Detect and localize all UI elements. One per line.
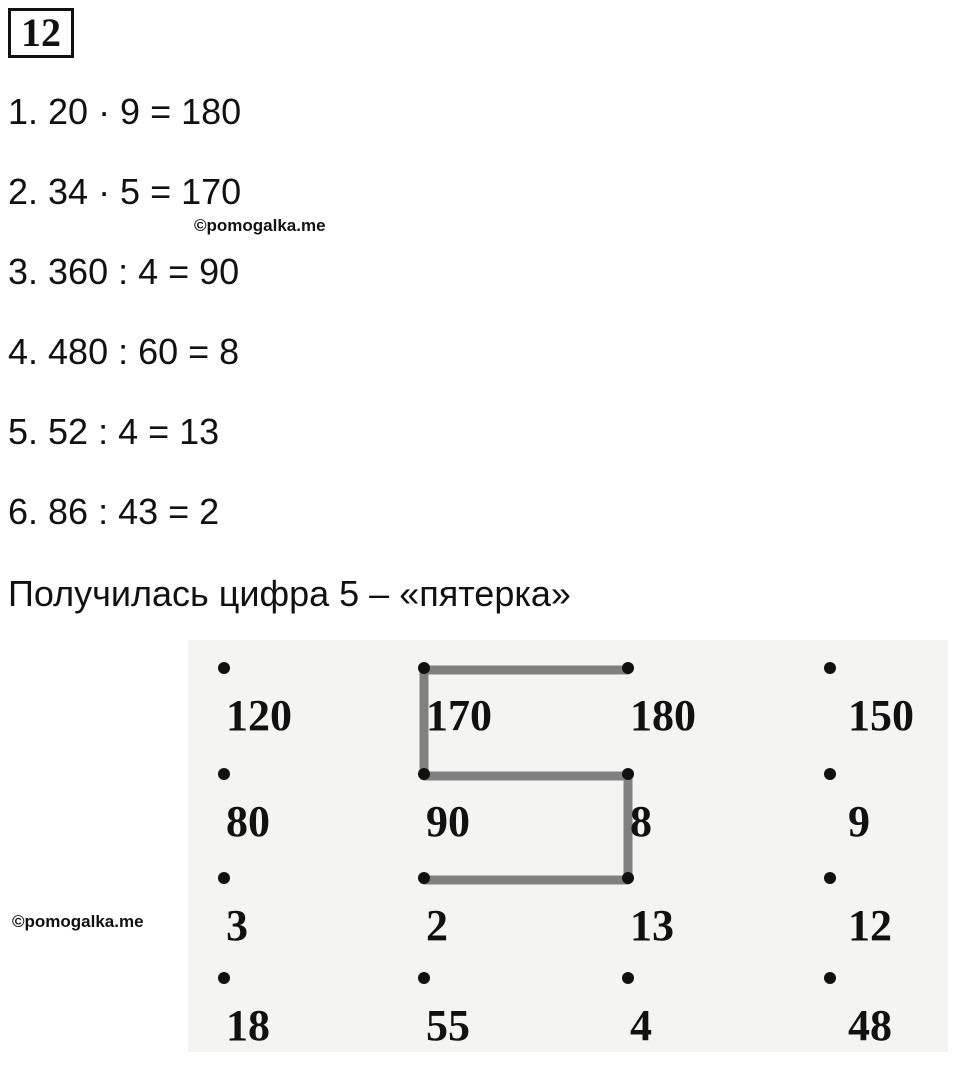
grid-number: 180 xyxy=(630,691,696,740)
grid-dot xyxy=(622,768,634,780)
grid-dot xyxy=(418,662,430,674)
grid-number: 150 xyxy=(848,691,914,740)
step-5: 5. 52 : 4 = 13 xyxy=(8,411,220,452)
grid-dot xyxy=(622,972,634,984)
dot-grid-figure xyxy=(188,640,948,1052)
grid-number: 12 xyxy=(848,901,892,950)
grid-number: 4 xyxy=(630,1001,652,1050)
grid-dot xyxy=(622,662,634,674)
grid-number: 80 xyxy=(226,797,270,846)
grid-number: 170 xyxy=(426,691,492,740)
step-3: 3. 360 : 4 = 90 xyxy=(8,251,240,292)
grid-dot xyxy=(824,972,836,984)
grid-number: 9 xyxy=(848,797,870,846)
grid-number: 120 xyxy=(226,691,292,740)
grid-number: 90 xyxy=(426,797,470,846)
grid-dot xyxy=(824,768,836,780)
grid-dot xyxy=(418,768,430,780)
step-1: 1. 20 · 9 = 180 xyxy=(8,91,242,132)
step-6: 6. 86 : 43 = 2 xyxy=(8,491,220,532)
grid-dot xyxy=(218,768,230,780)
grid-number: 2 xyxy=(426,901,448,950)
watermark-bottom: ©pomogalka.me xyxy=(12,912,144,931)
grid-dot xyxy=(622,872,634,884)
grid-dot xyxy=(418,972,430,984)
grid-number: 8 xyxy=(630,797,652,846)
conclusion-text: Получилась цифра 5 – «пятерка» xyxy=(8,573,571,614)
grid-dot xyxy=(824,872,836,884)
step-4: 4. 480 : 60 = 8 xyxy=(8,331,240,372)
grid-dot xyxy=(824,662,836,674)
grid-dot xyxy=(218,872,230,884)
grid-number: 3 xyxy=(226,901,248,950)
grid-number: 55 xyxy=(426,1001,470,1050)
watermark-top: ©pomogalka.me xyxy=(194,216,326,235)
grid-dot xyxy=(218,972,230,984)
step-2: 2. 34 · 5 = 170 xyxy=(8,171,242,212)
dot-grid-svg xyxy=(188,640,948,1052)
grid-number: 13 xyxy=(630,901,674,950)
grid-dot xyxy=(418,872,430,884)
grid-number: 48 xyxy=(848,1001,892,1050)
grid-dot xyxy=(218,662,230,674)
grid-number: 18 xyxy=(226,1001,270,1050)
task-number-box: 12 xyxy=(8,8,74,58)
